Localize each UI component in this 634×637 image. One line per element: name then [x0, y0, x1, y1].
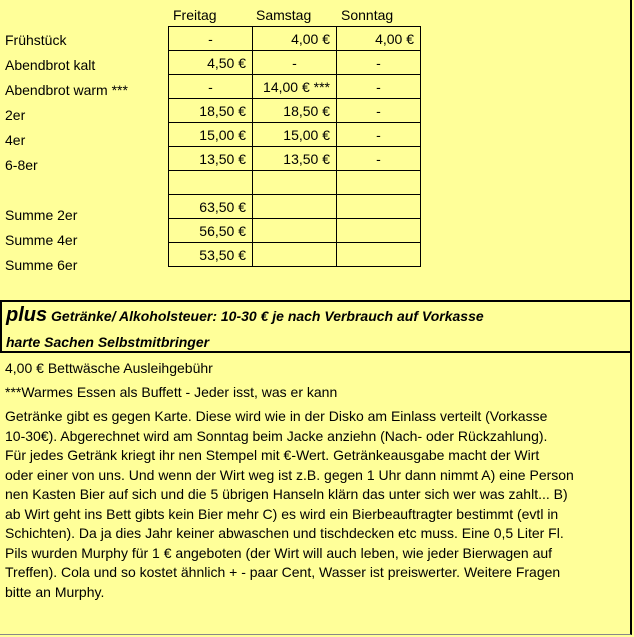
paragraph-line: Treffen). Cola und so kostet ähnlich + - paar Cent, Wasser ist preiswerter. Weitere Fragen	[5, 564, 561, 580]
table-cell[interactable]	[253, 243, 337, 267]
drinks-tax-text: Getränke/ Alkoholsteuer: 10-30 € je nach Verbrauch auf Vorkasse	[51, 308, 484, 324]
table-row	[169, 171, 421, 195]
row-label-summe-4er: Summe 4er	[5, 232, 78, 248]
table-cell[interactable]: -	[337, 99, 421, 123]
table-row	[169, 99, 421, 123]
table-cell[interactable]: 63,50 €	[169, 195, 253, 219]
table-cell[interactable]	[253, 195, 337, 219]
paragraph-line: ab Wirt geht ins Bett gibts kein Bier mehr C) es wird ein Bierbeauftragter bestimmt (evtl in	[5, 505, 559, 522]
table-cell[interactable]: 4,50 €	[169, 51, 253, 75]
column-header-samstag: Samstag	[256, 7, 312, 23]
table-cell[interactable]: 56,50 €	[169, 219, 253, 243]
price-table	[168, 26, 421, 267]
paragraph-line: nen Kasten Bier auf sich und die 5 übrigen Hanseln klärn das unter sich wer was zahlt... B)	[5, 486, 568, 502]
buffet-note: ***Warmes Essen als Buffett - Jeder isst, was er kann	[5, 384, 338, 400]
table-cell[interactable]: 15,00 €	[169, 123, 253, 147]
table-row	[169, 75, 421, 99]
table-cell[interactable]: -	[253, 51, 337, 75]
plus-label: plus	[6, 304, 48, 326]
paragraph-line: oder einer von uns. Und wenn der Wirt weg ist z.B. gegen 1 Uhr dann nimmt A) eine Person	[5, 466, 574, 483]
table-cell[interactable]: -	[169, 27, 253, 51]
table-cell[interactable]: -	[337, 51, 421, 75]
table-cell[interactable]	[337, 195, 421, 219]
paragraph-line: bitte an Murphy.	[5, 583, 105, 600]
table-cell[interactable]: 53,50 €	[169, 243, 253, 267]
table-cell[interactable]	[169, 171, 253, 195]
table-cell[interactable]: 4,00 €	[253, 27, 337, 51]
row-label-summe-2er: Summe 2er	[5, 207, 78, 223]
table-cell[interactable]: 14,00 € ***	[253, 75, 337, 99]
table-cell[interactable]: 13,50 €	[169, 147, 253, 171]
table-cell[interactable]: 18,50 €	[169, 99, 253, 123]
paragraph-line: Pils wurden Murphy für 1 € angeboten (der Wirt will auch leben, wie jeder Bierwagen auf	[5, 544, 553, 561]
table-row	[169, 195, 421, 219]
column-header-freitag: Freitag	[173, 7, 217, 23]
row-label-4er: 4er	[5, 132, 26, 148]
row-label-6-8er: 6-8er	[5, 157, 38, 173]
drinks-notice-box	[0, 300, 632, 353]
table-cell[interactable]	[337, 243, 421, 267]
table-cell[interactable]: 13,50 €	[253, 147, 337, 171]
table-cell[interactable]	[253, 219, 337, 243]
table-row	[169, 51, 421, 75]
table-cell[interactable]	[337, 219, 421, 243]
row-label-fruehstueck: Frühstück	[5, 32, 67, 48]
paragraph-line: 10-30€). Abgerechnet wird am Sonntag beim Jacke anziehn (Nach- oder Rückzahlung).	[5, 427, 548, 444]
table-row	[169, 27, 421, 51]
table-cell[interactable]: -	[337, 75, 421, 99]
table-row	[169, 219, 421, 243]
table-cell[interactable]: -	[337, 123, 421, 147]
row-label-summe-6er: Summe 6er	[5, 257, 78, 273]
row-label-abendbrot-kalt: Abendbrot kalt	[5, 57, 96, 73]
paragraph-line: Für jedes Getränk kriegt ihr nen Stempel mit €-Wert. Getränkeausgabe macht der Wirt	[5, 447, 540, 463]
table-cell[interactable]	[337, 171, 421, 195]
paragraph-line: Getränke gibt es gegen Karte. Diese wird wie in der Disko am Einlass verteilt (Vorkasse	[5, 408, 548, 424]
table-cell[interactable]: 15,00 €	[253, 123, 337, 147]
table-cell[interactable]: 4,00 €	[337, 27, 421, 51]
table-row	[169, 147, 421, 171]
drinks-info-paragraph	[5, 407, 630, 602]
bedlinen-fee-note: 4,00 € Bettwäsche Ausleihgebühr	[5, 360, 213, 376]
table-cell[interactable]: -	[169, 75, 253, 99]
row-label-2er: 2er	[5, 107, 26, 123]
table-cell[interactable]: 18,50 €	[253, 99, 337, 123]
row-label-abendbrot-warm: Abendbrot warm ***	[5, 82, 128, 98]
paragraph-line: Schichten). Da ja dies Jahr keiner abwaschen und tischdecken etc muss. Eine 0,5 Liter Fl.	[5, 525, 564, 541]
table-cell[interactable]	[253, 171, 337, 195]
bring-own-text: harte Sachen Selbstmitbringer	[6, 334, 210, 350]
table-row	[169, 123, 421, 147]
drinks-notice-line	[6, 304, 484, 327]
table-cell[interactable]: -	[337, 147, 421, 171]
column-header-sonntag: Sonntag	[341, 7, 394, 23]
table-row	[169, 243, 421, 267]
